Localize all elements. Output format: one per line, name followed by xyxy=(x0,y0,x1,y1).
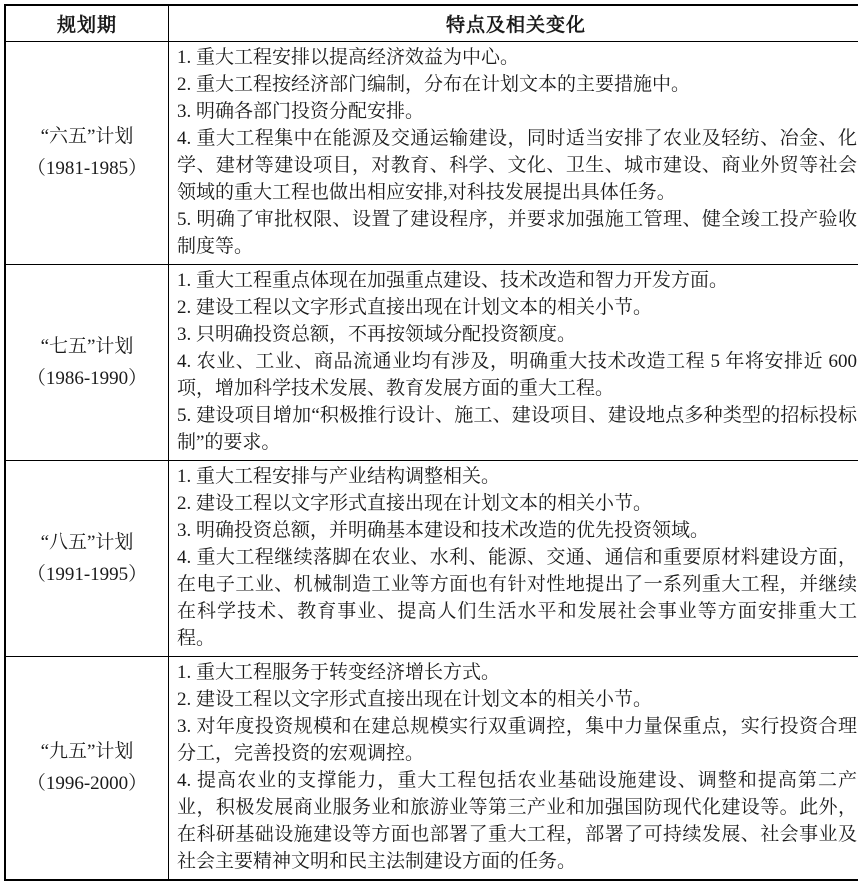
feature-item: 1. 重大工程安排与产业结构调整相关。 xyxy=(177,463,857,490)
header-cell-period: 规划期 xyxy=(5,5,169,42)
feature-item: 2. 重大工程按经济部门编制，分布在计划文本的主要措施中。 xyxy=(177,71,857,98)
period-cell xyxy=(5,265,169,461)
period-name: “七五”计划 xyxy=(8,331,166,363)
feature-item: 3. 明确各部门投资分配安排。 xyxy=(177,98,857,125)
feature-item: 3. 明确投资总额，并明确基本建设和技术改造的优先投资领域。 xyxy=(177,517,857,544)
feature-item: 5. 建设项目增加“积极推行设计、施工、建设项目、建设地点多种类型的招标投标制”的要求。 xyxy=(177,402,857,456)
period-name: “六五”计划 xyxy=(8,121,166,153)
table-row xyxy=(5,657,858,881)
table-header xyxy=(5,5,858,42)
table-row xyxy=(5,461,858,657)
period-years: （1996-2000） xyxy=(8,768,166,800)
period-years: （1991-1995） xyxy=(8,559,166,591)
table-body xyxy=(5,42,858,881)
feature-item: 5. 明确了审批权限、设置了建设程序，并要求加强施工管理、健全竣工投产验收制度等。 xyxy=(177,206,857,260)
table-row xyxy=(5,265,858,461)
feature-item: 2. 建设工程以文字形式直接出现在计划文本的相关小节。 xyxy=(177,294,857,321)
header-cell-features: 特点及相关变化 xyxy=(169,5,858,42)
feature-item: 4. 重大工程继续落脚在农业、水利、能源、交通、通信和重要原材料建设方面，在电子工业、机械制造工业等方面也有针对性地提出了一系列重大工程，并继续在科学技术、教育事业、提高人们生活水平和发展社会事业等方面安排重大工程。 xyxy=(177,544,857,652)
feature-item: 2. 建设工程以文字形式直接出现在计划文本的相关小节。 xyxy=(177,686,857,713)
period-cell xyxy=(5,461,169,657)
planning-period-table xyxy=(4,4,858,881)
features-cell xyxy=(169,461,858,657)
period-cell xyxy=(5,657,169,881)
feature-item: 4. 农业、工业、商品流通业均有涉及，明确重大技术改造工程 5 年将安排近 600 项，增加科学技术发展、教育发展方面的重大工程。 xyxy=(177,348,857,402)
feature-item: 2. 建设工程以文字形式直接出现在计划文本的相关小节。 xyxy=(177,490,857,517)
feature-item: 3. 对年度投资规模和在建总规模实行双重调控，集中力量保重点，实行投资合理分工，完善投资的宏观调控。 xyxy=(177,713,857,767)
features-cell xyxy=(169,657,858,881)
features-cell xyxy=(169,42,858,265)
feature-item: 3. 只明确投资总额，不再按领域分配投资额度。 xyxy=(177,321,857,348)
header-row xyxy=(5,5,858,42)
period-years: （1986-1990） xyxy=(8,363,166,395)
feature-item: 1. 重大工程服务于转变经济增长方式。 xyxy=(177,659,857,686)
period-name: “九五”计划 xyxy=(8,736,166,768)
table-row xyxy=(5,42,858,265)
feature-item: 4. 重大工程集中在能源及交通运输建设，同时适当安排了农业及轻纺、冶金、化学、建材等建设项目，对教育、科学、文化、卫生、城市建设、商业外贸等社会领域的重大工程也做出相应安排,对科技发展提出具体任务。 xyxy=(177,125,857,206)
feature-item: 4. 提高农业的支撑能力，重大工程包括农业基础设施建设、调整和提高第二产业，积极发展商业服务业和旅游业等第三产业和加强国防现代化建设等。此外，在科研基础设施建设等方面也部署了重大工程，部署了可持续发展、社会事业及社会主要精神文明和民主法制建设方面的任务。 xyxy=(177,767,857,875)
feature-item: 1. 重大工程重点体现在加强重点建设、技术改造和智力开发方面。 xyxy=(177,267,857,294)
features-cell xyxy=(169,265,858,461)
period-cell xyxy=(5,42,169,265)
period-years: （1981-1985） xyxy=(8,153,166,185)
period-name: “八五”计划 xyxy=(8,527,166,559)
feature-item: 1. 重大工程安排以提高经济效益为中心。 xyxy=(177,44,857,71)
